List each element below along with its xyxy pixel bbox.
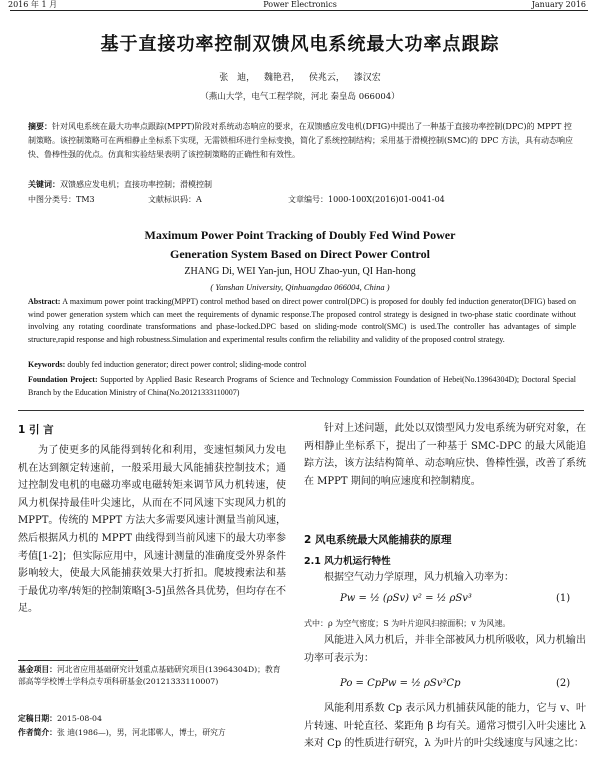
subsection-2-1-heading: 2.1 风力机运行特性 bbox=[304, 556, 391, 567]
intro-continuation-paragraph: 针对上述问题，此处以双馈型风力发电系统为研究对象，在两相静止坐标系下，提出了一种基于 SMC-DPC 的最大风能追踪方法，该方法结构简单、动态响应快、鲁棒性强，改善了系统在 MPPT 期间的响应速度和控制精度。 bbox=[304, 423, 586, 487]
abstract-en-label: Abstract: bbox=[28, 297, 61, 306]
running-header-date-en: January 2016 bbox=[531, 0, 586, 9]
abstract-divider bbox=[18, 410, 584, 411]
document-code: 文献标识码：A bbox=[148, 195, 202, 204]
authors-en: ZHANG Di, WEI Yan-jun, HOU Zhao-yun, QI Han-hong bbox=[184, 266, 416, 277]
equation-1-number: (1) bbox=[556, 593, 571, 604]
paper-title-cn: 基于直接功率控制双馈风电系统最大功率点跟踪 bbox=[100, 34, 500, 55]
abstract-en-text: A maximum power point tracking(MPPT) control method based on direct power control(DPC) is proposed for doubly fed induction generator(DFIG) based on wind power generation system which can meet the requirements of dynamic response.The proposed control strategy is designed in two-phase static coordinate without involving any rotating coordinate transformations and phase-locked.DPC based on sliding-mode control(SMC) is used.The controller has advantages of simple structure,rapid response and high robustness.Simulation and experimental results confirm the reliability and validity of the proposed control strategy. bbox=[28, 297, 576, 344]
abstract-cn-text: 针对风电系统在最大功率点跟踪(MPPT)阶段对系统动态响应的要求，在双馈感应发电机(DFIG)中提出了一种基于直接功率控制(DPC)的 MPPT 控制策略。该控制策略可在两相静止坐标系下实现，无需锁相环进行坐标变换，简化了系统控制结构；采用基于滑模控制(SMC)的 DPC 方法，具有动态响应快、鲁棒性强的优点。仿真和实验结果表明了该控制策略的正确性和有效性。 bbox=[28, 122, 574, 159]
affiliation-cn: （燕山大学，电气工程学院，河北 秦皇岛 066004） bbox=[200, 92, 400, 102]
foundation-en bbox=[28, 374, 576, 399]
footnote-fund bbox=[18, 664, 286, 688]
clc-number: 中图分类号：TM3 bbox=[28, 195, 95, 204]
footnote-author-label: 作者简介： bbox=[18, 728, 57, 737]
footnote-date bbox=[18, 713, 286, 725]
abstract-cn-label: 摘要： bbox=[28, 122, 52, 131]
footnote-date-text: 2015-08-04 bbox=[56, 714, 102, 723]
equation-1: Pw = ½ (ρSv) v² = ½ ρSv³ bbox=[340, 593, 472, 604]
running-header-date-cn: 2016 年 1 月 bbox=[8, 0, 58, 9]
footnote-fund-text: 河北省应用基础研究计划重点基础研究项目(13964304D)；教育部高等学校博士学科点专项科研基金(20121333110007) bbox=[18, 665, 281, 686]
section-2-paragraph-2: 风能进入风力机后，并非全部被风力机所吸收，风力机输出功率可表示为： bbox=[304, 635, 586, 664]
authors-cn: 张 迪， 魏艳君， 侯兆云， 漆汉宏 bbox=[219, 73, 381, 83]
equation-1-note: 式中：ρ 为空气密度；S 为叶片迎风扫掠面积；v 为风速。 bbox=[304, 619, 511, 628]
keywords-cn-label: 关键词： bbox=[28, 180, 60, 189]
section-1-heading: 1 引 言 bbox=[18, 424, 54, 436]
footnote-author-text: 张 迪(1986—)，男，河北邯郸人，博士，研究方 bbox=[56, 728, 226, 737]
footnote-fund-label: 基金项目： bbox=[18, 665, 57, 674]
keywords-cn bbox=[28, 178, 576, 192]
paper-title-en-line2: Generation System Based on Direct Power Control bbox=[170, 247, 430, 261]
footnote-date-label: 定稿日期： bbox=[18, 714, 57, 723]
footnote-rule bbox=[18, 660, 138, 661]
abstract-en bbox=[28, 296, 576, 346]
keywords-cn-text: 双馈感应发电机；直接功率控制；滑模控制 bbox=[60, 180, 212, 189]
section-2-paragraph-1: 根据空气动力学原理，风力机输入功率为： bbox=[324, 572, 514, 583]
equation-2-number: (2) bbox=[556, 678, 571, 689]
section-2-heading: 2 风电系统最大风能捕获的原理 bbox=[304, 534, 452, 546]
foundation-en-text: Supported by Applied Basic Research Programs of Science and Technology Commission Foundation of Hebei(No.13964304D); Doctoral Special Branch by the Education Ministry of China(No.20121333110007) bbox=[28, 375, 576, 397]
foundation-en-label: Foundation Project: bbox=[28, 375, 98, 384]
equation-2: Po = CpPw = ½ ρSv³Cp bbox=[340, 678, 461, 689]
keywords-en-text: doubly fed induction generator; direct power control; sliding-mode control bbox=[67, 360, 307, 369]
footnote-author bbox=[18, 727, 286, 739]
keywords-en-label: Keywords: bbox=[28, 360, 66, 369]
abstract-cn bbox=[28, 120, 576, 162]
affiliation-en: ( Yanshan University, Qinhuangdao 066004, China ) bbox=[210, 282, 390, 292]
keywords-en bbox=[28, 359, 576, 372]
header-rule bbox=[10, 10, 588, 11]
running-header-journal: Power Electronics bbox=[263, 0, 337, 9]
section-1-paragraph: 为了使更多的风能得到转化和利用，变速恒频风力发电机在达到额定转速前，一般采用最大风能捕获控制技术；通过控制发电机的电磁功率或电磁转矩来调节风力机转速，使风力机保持最佳叶尖速比，从而在不同风速下实现风力机的 MPPT。传统的 MPPT 方法大多需要风速计测量当前风速，然后根据风力机的 MPPT 曲线得到当前风速下的最大功率参考值[1-2]；但实际应用中，风速计测量的准确度受外界条件影响较大，使最大风能捕获效果大打折扣。爬坡搜索法和基于最优功率/转矩的控制策略[3-5]虽然各具优势，但均存在不足。 bbox=[18, 445, 286, 615]
article-number: 文章编号：1000-100X(2016)01-0041-04 bbox=[288, 195, 445, 204]
classification-row bbox=[28, 193, 576, 207]
paper-title-en-line1: Maximum Power Point Tracking of Doubly Fed Wind Power bbox=[144, 228, 456, 242]
section-2-paragraph-3: 风能利用系数 Cp 表示风力机捕获风能的能力，它与 v、叶片转速、叶轮直径、桨距角 β 均有关。通常习惯引入叶尖速比 λ 来对 Cp 的性质进行研究，λ 为叶片的叶尖线速度与风速之比： bbox=[304, 703, 586, 750]
